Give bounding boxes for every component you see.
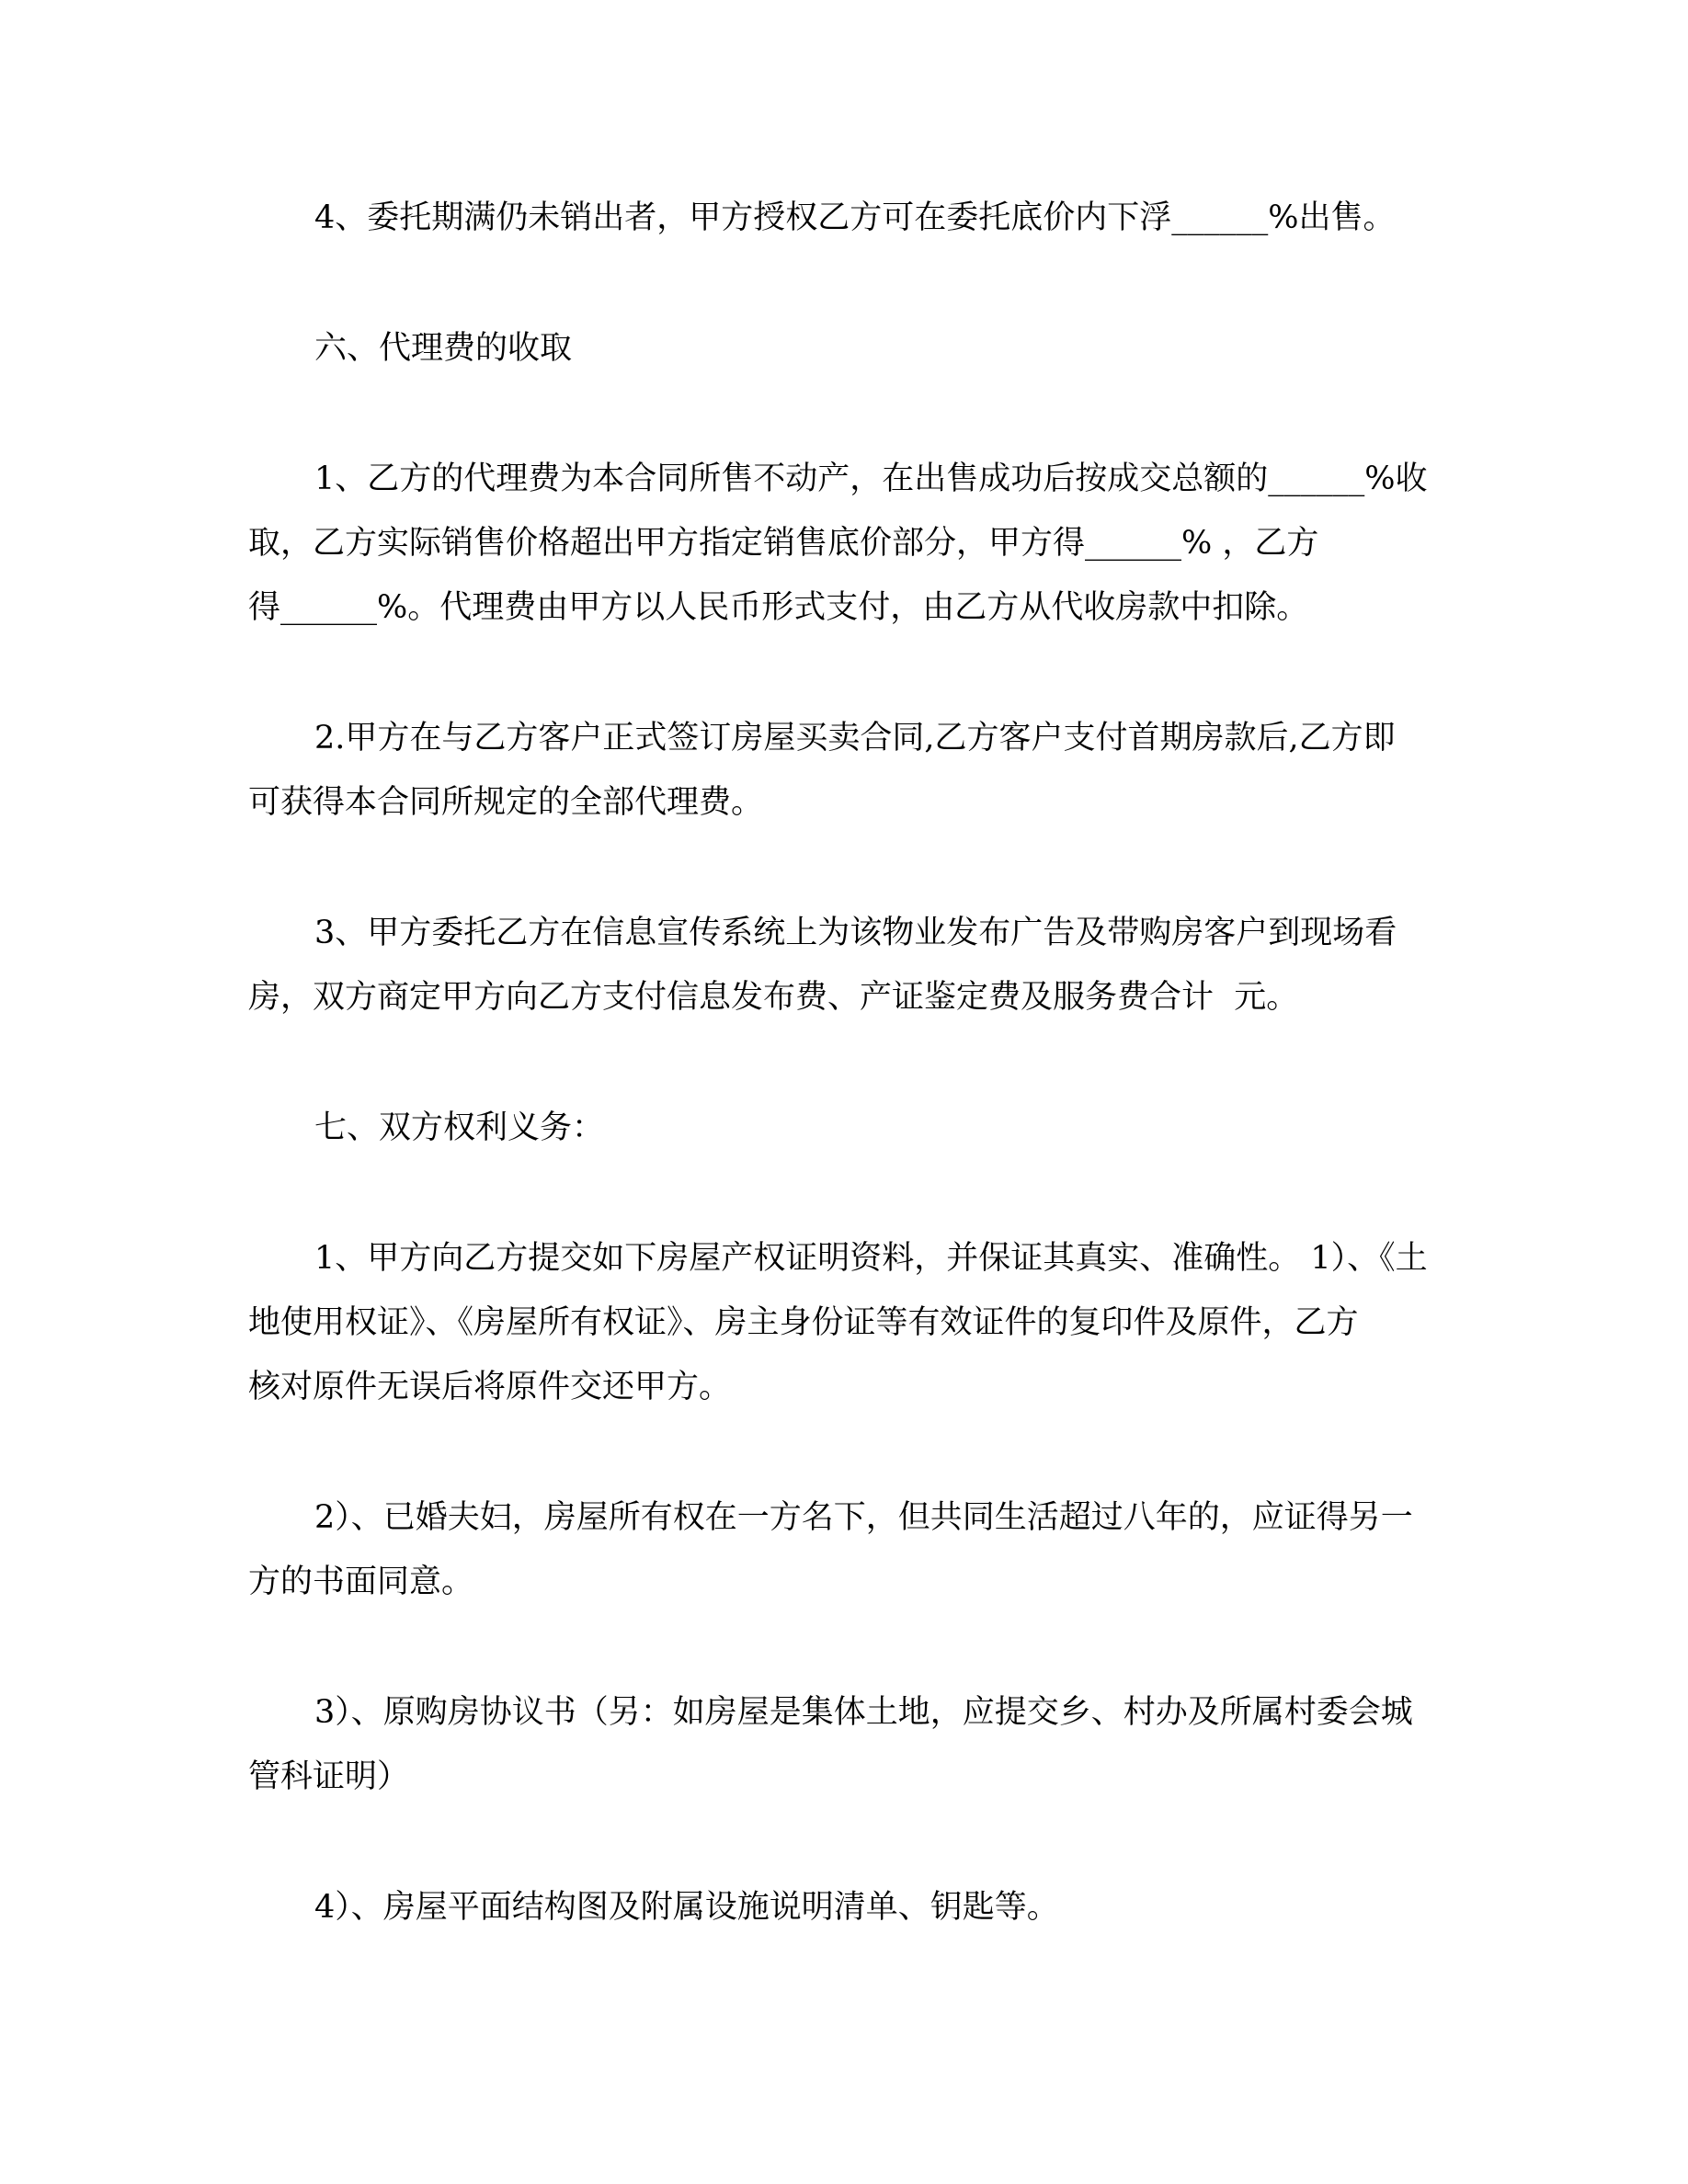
- text-line: 3、甲方委托乙方在信息宣传系统上为该物业发布广告及带购房客户到现场看: [314, 915, 1397, 951]
- text-line: 3）、原购房协议书（另：如房屋是集体土地，应提交乡、村办及所属村委会城: [314, 1694, 1413, 1731]
- text-line: 2）、已婚夫妇，房屋所有权在一方名下，但共同生活超过八年的，应证得另一: [314, 1499, 1413, 1536]
- text-line: 2.甲方在与乙方客户正式签订房屋买卖合同,乙方客户支付首期房款后,乙方即: [314, 720, 1396, 756]
- text-line: 七、双方权利义务：: [314, 1109, 605, 1146]
- paragraph: [248, 706, 1443, 835]
- text-line: 1、甲方向乙方提交如下房屋产权证明资料，并保证其真实、准确性。 1）、《土: [314, 1240, 1428, 1277]
- paragraph: [248, 901, 1443, 1029]
- text-line: 4、委托期满仍未销出者，甲方授权乙方可在委托底价内下浮______%出售。: [314, 199, 1396, 236]
- paragraph: [248, 1226, 1443, 1419]
- paragraph: [248, 1096, 1443, 1160]
- paragraph: [248, 186, 1443, 250]
- text-line: 核对原件无误后将原件交还甲方。: [248, 1369, 732, 1405]
- text-line: 地使用权证》、《房屋所有权证》、房主身份证等有效证件的复印件及原件，乙方: [248, 1304, 1359, 1341]
- text-line: 方的书面同意。: [248, 1564, 474, 1600]
- text-line: 4）、房屋平面结构图及附属设施说明清单、钥匙等。: [314, 1889, 1059, 1926]
- paragraph: [248, 316, 1443, 381]
- paragraph: [248, 1680, 1443, 1809]
- document-body: [248, 186, 1443, 1939]
- text-line: 可获得本合同所规定的全部代理费。: [248, 784, 764, 821]
- text-line: 1、乙方的代理费为本合同所售不动产，在出售成功后按成交总额的______%收: [314, 461, 1428, 497]
- text-line: 取，乙方实际销售价格超出甲方指定销售底价部分，甲方得______% ，乙方: [248, 525, 1319, 562]
- text-line: 房，双方商定甲方向乙方支付信息发布费、产证鉴定费及服务费合计 元。: [248, 979, 1299, 1016]
- text-line: 六、代理费的收取: [314, 330, 573, 367]
- text-line: 管科证明）: [248, 1758, 410, 1795]
- paragraph: [248, 1875, 1443, 1939]
- text-line: 得______%。代理费由甲方以人民币形式支付，由乙方从代收房款中扣除。: [248, 589, 1309, 626]
- paragraph: [248, 447, 1443, 640]
- paragraph: [248, 1485, 1443, 1614]
